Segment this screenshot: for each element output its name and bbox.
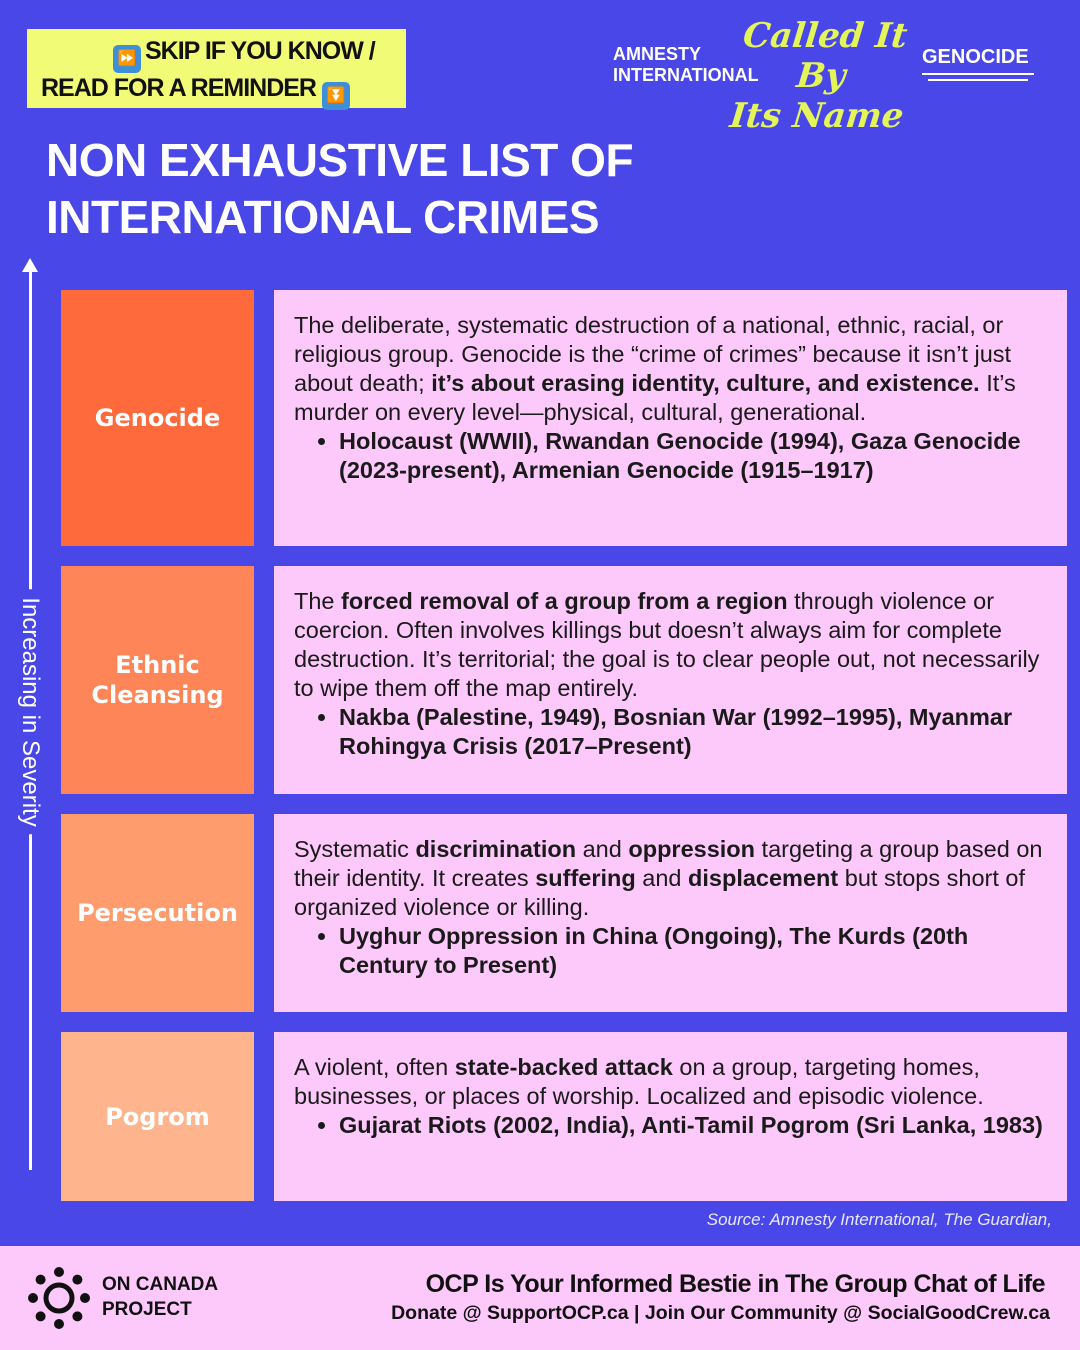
description-emphasis: oppression (628, 836, 756, 862)
row-label-text: Ethnic Cleansing (91, 651, 224, 709)
footer-donate-links: Donate @ SupportOCP.ca | Join Our Community @ SocialGoodCrew.ca (391, 1302, 1050, 1324)
description-emphasis: forced removal of a group from a region (341, 588, 788, 614)
description-segment: through violence or coercion. Often involves killings but doesn’t always aim for complete destruction. It’s territorial; the goal is to clear people out, not necessarily to wipe them off the map entirely. (294, 588, 1040, 701)
row-label-text: Persecution (77, 899, 238, 927)
examples-list (294, 703, 1047, 761)
description-emphasis: it’s about erasing identity, culture, and existence. (431, 370, 980, 396)
amnesty-line-2: INTERNATIONAL (613, 65, 759, 85)
footer (0, 1246, 1080, 1350)
examples-item: • Uyghur Oppression in China (Ongoing), The Kurds (20th Century to Present) (339, 922, 1047, 980)
amnesty-line-1: AMNESTY (613, 44, 702, 64)
skip-line-2: READ FOR A REMINDER (41, 74, 316, 102)
underline-decoration (928, 79, 1028, 81)
row-label-genocide (61, 290, 254, 546)
examples-item: • Gujarat Riots (2002, India), Anti-Tamil Pogrom (Sri Lanka, 1983) (339, 1111, 1047, 1140)
row-description-pogrom (274, 1032, 1067, 1201)
footer-tagline: OCP Is Your Informed Bestie in The Group Chat of Life (425, 1270, 1045, 1298)
title-line-2: INTERNATIONAL CRIMES (46, 191, 600, 243)
row-label-text: Genocide (94, 404, 221, 432)
description-segment: The deliberate, systematic destruction of a national, ethnic, racial, or religious group. Genocide is the “crime of crimes” because it isn’t just about death; (294, 312, 1012, 396)
description-segment: and (576, 836, 629, 862)
description-segment: A violent, often (294, 1054, 455, 1080)
description-segment: targeting a group based on their identity. It creates (294, 836, 1043, 891)
campaign-line-2: Its Name (728, 96, 906, 136)
org-name (102, 1272, 218, 1322)
description-emphasis: state-backed attack (454, 1054, 673, 1080)
description-segment: on a group, targeting homes, businesses, or places of worship. Localized and episodic violence. (294, 1054, 984, 1109)
underline-decoration (922, 73, 1034, 75)
campaign-line-1: Called It By (741, 16, 910, 96)
description-segment: The (294, 588, 342, 614)
description-text (294, 311, 1047, 427)
examples-list (294, 922, 1047, 980)
arrow-up-icon (22, 258, 38, 272)
description-text (294, 835, 1047, 922)
description-segment: It’s murder on every level—physical, cultural, generational. (294, 370, 1016, 425)
description-segment: Systematic (294, 836, 416, 862)
skip-banner (27, 29, 406, 108)
description-segment: and (635, 865, 689, 891)
org-name-line-1: ON CANADA (102, 1274, 219, 1295)
row-label-text: Pogrom (105, 1102, 210, 1131)
examples-item: • Holocaust (WWII), Rwandan Genocide (1994), Gaza Genocide (2023-present), Armenian Genocide (1915–1917) (339, 427, 1047, 485)
description-emphasis: displacement (688, 865, 839, 891)
examples-list (294, 1111, 1047, 1140)
examples-list (294, 427, 1047, 485)
row-description-ethnic-cleansing (274, 566, 1067, 794)
ocp-logo-icon (27, 1266, 91, 1330)
row-description-genocide (274, 290, 1067, 546)
axis-label: Increasing in Severity (16, 589, 44, 834)
campaign-logo (710, 16, 933, 136)
description-emphasis: suffering (535, 865, 636, 891)
row-label-persecution (61, 814, 254, 1012)
description-text (294, 1053, 1047, 1111)
campaign-tag-text: GENOCIDE (922, 46, 1029, 68)
row-label-pogrom (61, 1032, 254, 1201)
description-text (294, 587, 1047, 703)
org-name-line-2: PROJECT (102, 1299, 192, 1320)
campaign-tag (922, 45, 1034, 81)
page-title (46, 132, 633, 246)
down-arrow-icon: ⏬ (322, 82, 350, 110)
description-emphasis: discrimination (415, 836, 577, 862)
source-citation: Source: Amnesty International, The Guardian, (706, 1210, 1052, 1229)
row-description-persecution (274, 814, 1067, 1012)
row-label-ethnic-cleansing (61, 566, 254, 794)
skip-line-1: SKIP IF YOU KNOW / (145, 37, 375, 65)
fast-forward-icon: ⏩ (113, 45, 141, 73)
description-segment: but stops short of organized violence or killing. (294, 865, 1026, 920)
examples-item: • Nakba (Palestine, 1949), Bosnian War (1992–1995), Myanmar Rohingya Crisis (2017–Present) (339, 703, 1047, 761)
title-line-1: NON EXHAUSTIVE LIST OF (46, 134, 634, 186)
